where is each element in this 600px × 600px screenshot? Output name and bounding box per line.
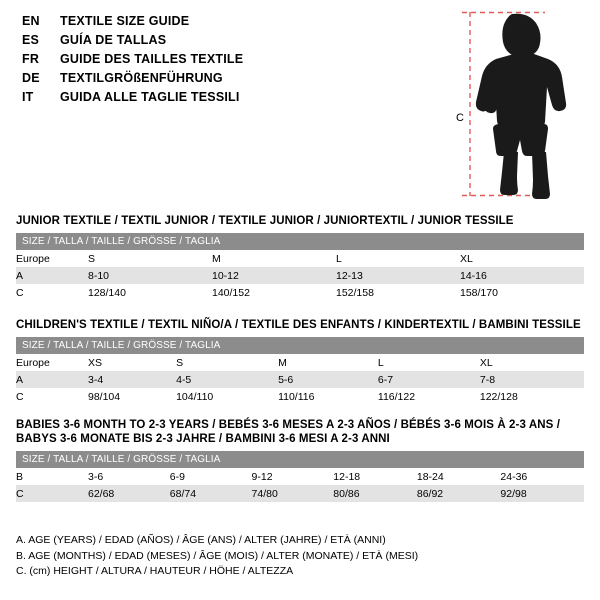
language-title: GUÍA DE TALLAS [60, 33, 167, 47]
language-row-en [22, 14, 442, 33]
section-junior [16, 214, 584, 301]
row-value: 8-10 [88, 267, 212, 284]
row-value: XS [88, 354, 176, 371]
row-value: 92/98 [500, 485, 584, 502]
table-header-label: SIZE / TALLA / TAILLE / GRÖSSE / TAGLIA [16, 233, 584, 250]
language-header [22, 14, 442, 109]
table-row [16, 267, 584, 284]
row-value: 98/104 [88, 388, 176, 405]
section-title: JUNIOR TEXTILE / TEXTIL JUNIOR / TEXTILE JUNIOR / JUNIORTEXTIL / JUNIOR TESSILE [16, 215, 514, 227]
table-header-row [16, 451, 584, 468]
section-babies [16, 418, 584, 502]
row-value: 6-9 [170, 468, 252, 485]
size-table-babies [16, 451, 584, 502]
measurement-illustration [440, 6, 590, 202]
row-label: Europe [16, 354, 88, 371]
table-row [16, 485, 584, 502]
size-table-junior [16, 233, 584, 301]
row-value: 10-12 [212, 267, 336, 284]
section-title: CHILDREN'S TEXTILE / TEXTIL NIÑO/A / TEXTILE DES ENFANTS / KINDERTEXTIL / BAMBINI TESSILE [16, 319, 581, 331]
row-value: 12-13 [336, 267, 460, 284]
row-value: 6-7 [378, 371, 480, 388]
language-code: DE [22, 71, 40, 85]
language-row-es [22, 33, 442, 52]
row-value: 122/128 [480, 388, 584, 405]
table-row [16, 354, 584, 371]
table-header-row [16, 337, 584, 354]
row-value: 128/140 [88, 284, 212, 301]
section-children [16, 318, 584, 405]
row-value: M [212, 250, 336, 267]
row-label: B [16, 468, 88, 485]
row-value: 116/122 [378, 388, 480, 405]
section-title: BABIES 3-6 MONTH TO 2-3 YEARS / BEBÉS 3-6 MESES A 2-3 AÑOS / BÉBÉS 3-6 MOIS À 2-3 ANS / BABYS 3-6 MONATE BIS 2-3 JAHRE / BAMBINI 3-6 MESI A 2-3 ANNI [16, 419, 560, 445]
table-header-row [16, 233, 584, 250]
row-value: S [88, 250, 212, 267]
language-code: EN [22, 14, 40, 28]
row-value: 86/92 [417, 485, 501, 502]
footnotes [16, 533, 584, 580]
language-row-de [22, 71, 442, 90]
height-measure-label: C [456, 112, 464, 124]
row-value: 110/116 [278, 388, 378, 405]
row-label: C [16, 485, 88, 502]
language-row-fr [22, 52, 442, 71]
row-label: A [16, 267, 88, 284]
table-header-label: SIZE / TALLA / TAILLE / GRÖSSE / TAGLIA [16, 337, 584, 354]
row-value: 158/170 [460, 284, 584, 301]
row-value: 62/68 [88, 485, 170, 502]
row-value: S [176, 354, 278, 371]
row-value: XL [460, 250, 584, 267]
footnote-c: C. (cm) HEIGHT / ALTURA / HAUTEUR / HÖHE / ALTEZZA [16, 565, 294, 577]
row-value: 9-12 [252, 468, 334, 485]
row-value: 3-6 [88, 468, 170, 485]
row-value: 7-8 [480, 371, 584, 388]
table-header-label: SIZE / TALLA / TAILLE / GRÖSSE / TAGLIA [16, 451, 584, 468]
size-table-children [16, 337, 584, 405]
row-value: 80/86 [333, 485, 417, 502]
row-value: M [278, 354, 378, 371]
language-row-it [22, 90, 442, 109]
language-title: GUIDA ALLE TAGLIE TESSILI [60, 90, 240, 104]
row-value: 140/152 [212, 284, 336, 301]
table-row [16, 284, 584, 301]
language-title: TEXTILGRÖßENFÜHRUNG [60, 71, 223, 85]
row-value: L [336, 250, 460, 267]
row-value: 12-18 [333, 468, 417, 485]
language-code: FR [22, 52, 40, 66]
language-title: GUIDE DES TAILLES TEXTILE [60, 52, 244, 66]
row-value: 4-5 [176, 371, 278, 388]
footnote-a: A. AGE (YEARS) / EDAD (AÑOS) / ÂGE (ANS) / ALTER (JAHRE) / ETÀ (ANNI) [16, 534, 386, 546]
row-value: 3-4 [88, 371, 176, 388]
row-value: 152/158 [336, 284, 460, 301]
child-silhouette-icon [440, 6, 590, 202]
row-label: C [16, 388, 88, 405]
footnote-b: B. AGE (MONTHS) / EDAD (MESES) / ÂGE (MOIS) / ALTER (MONATE) / ETÀ (MESI) [16, 549, 419, 562]
table-row [16, 468, 584, 485]
row-value: XL [480, 354, 584, 371]
language-code: ES [22, 33, 40, 47]
language-code: IT [22, 90, 34, 104]
row-value: L [378, 354, 480, 371]
row-value: 104/110 [176, 388, 278, 405]
language-title: TEXTILE SIZE GUIDE [60, 14, 190, 28]
row-value: 18-24 [417, 468, 501, 485]
row-label: Europe [16, 250, 88, 267]
row-value: 5-6 [278, 371, 378, 388]
row-label: A [16, 371, 88, 388]
row-value: 14-16 [460, 267, 584, 284]
table-row [16, 388, 584, 405]
row-value: 74/80 [252, 485, 334, 502]
row-value: 68/74 [170, 485, 252, 502]
table-row [16, 371, 584, 388]
row-label: C [16, 284, 88, 301]
table-row [16, 250, 584, 267]
row-value: 24-36 [500, 468, 584, 485]
